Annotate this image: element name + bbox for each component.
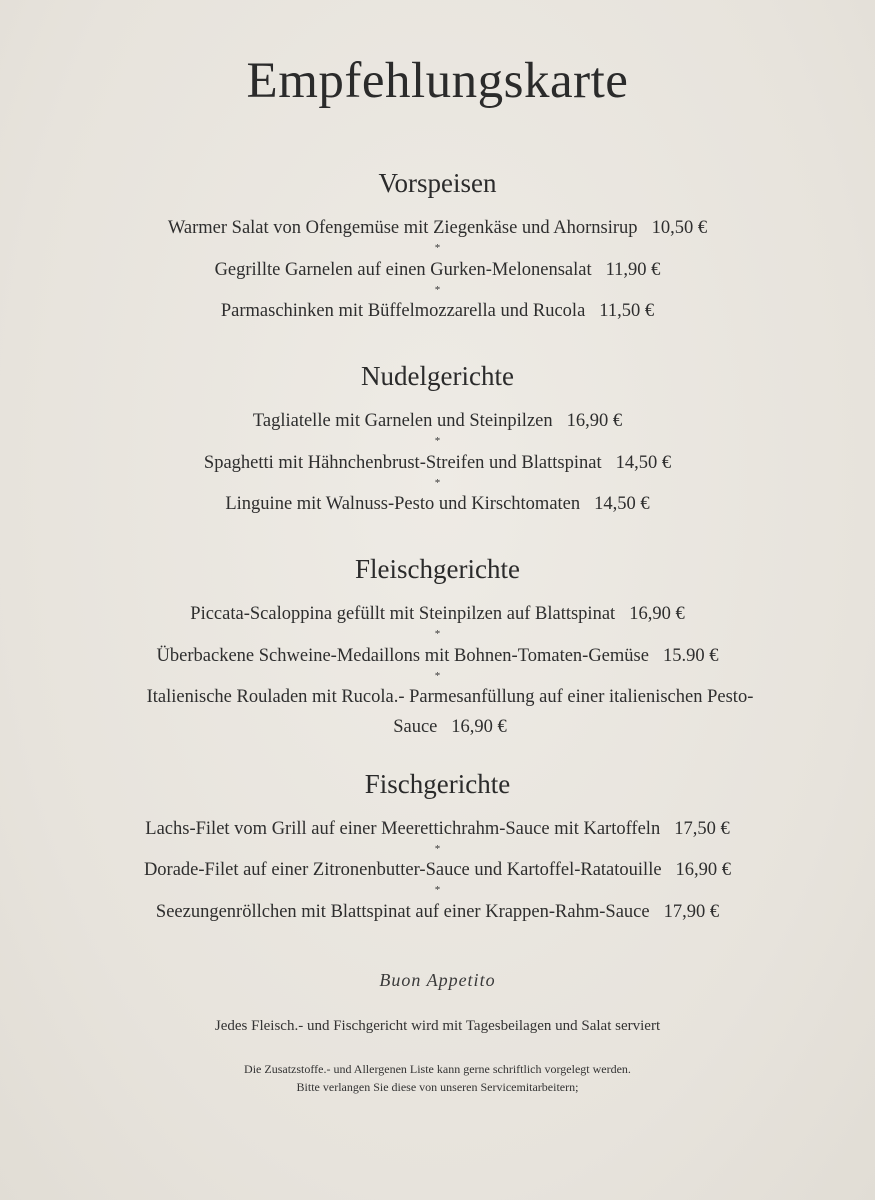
section-heading-vorspeisen: Vorspeisen — [378, 168, 497, 198]
menu-item-name: Dorade-Filet auf einer Zitronenbutter-Sauce und Kartoffel-Ratatouille — [143, 860, 662, 880]
menu-item — [0, 261, 875, 280]
menu-item — [0, 861, 875, 880]
menu-item-name: Italienische Rouladen mit Rucola.- Parmesanfüllung auf einer italienischen Pesto-Sauce — [146, 687, 754, 737]
menu-item-name: Überbackene Schweine-Medaillons mit Bohnen-Tomaten-Gemüse — [156, 646, 649, 666]
separator: * — [434, 884, 441, 896]
menu-item-name: Parmaschinken mit Büffelmozzarella und Rucola — [220, 301, 586, 321]
menu-item-price: 11,90 € — [605, 260, 661, 280]
menu-item-price: 11,50 € — [599, 301, 655, 321]
menu-item-name: Seezungenröllchen mit Blattspinat auf einer Krappen-Rahm-Sauce — [155, 902, 650, 922]
menu-item-price: 16,90 € — [675, 860, 732, 880]
allergen-note-line-2: Bitte verlangen Sie diese von unseren Servicemitarbeitern; — [296, 1080, 579, 1094]
menu-item — [0, 820, 875, 839]
menu-item — [0, 412, 875, 431]
menu-item-name: Linguine mit Walnuss-Pesto und Kirschtomaten — [225, 494, 581, 514]
separator: * — [434, 477, 441, 489]
menu-item-price: 10,50 € — [651, 218, 708, 238]
menu-item — [0, 495, 875, 514]
menu-item — [0, 647, 875, 666]
separator: * — [434, 628, 441, 640]
menu-item-name: Lachs-Filet vom Grill auf einer Meerettichrahm-Sauce mit Kartoffeln — [145, 819, 661, 839]
menu-item-name: Spaghetti mit Hähnchenbrust-Streifen und Blattspinat — [203, 453, 602, 473]
menu-item — [0, 605, 875, 624]
menu-item — [0, 903, 875, 922]
allergen-note-line-1: Die Zusatzstoffe.- und Allergenen Liste kann gerne schriftlich vorgelegt werden. — [244, 1062, 631, 1076]
menu-item-price: 16,90 € — [629, 604, 685, 624]
menu-item-price: 16,90 € — [451, 717, 507, 737]
menu-item-name: Tagliatelle mit Garnelen und Steinpilzen — [252, 411, 553, 431]
menu-item-price: 17,50 € — [674, 819, 730, 839]
separator: * — [434, 435, 441, 447]
menu-item — [0, 219, 875, 238]
separator: * — [434, 284, 441, 296]
section-heading-nudelgerichte: Nudelgerichte — [361, 361, 514, 391]
separator: * — [434, 670, 441, 682]
menu-item — [0, 454, 875, 473]
separator: * — [434, 242, 441, 254]
section-heading-fischgerichte: Fischgerichte — [364, 769, 511, 799]
menu-item-name: Gegrillte Garnelen auf einen Gurken-Melonensalat — [214, 260, 592, 280]
separator: * — [434, 843, 441, 855]
menu-item-name: Piccata-Scaloppina gefüllt mit Steinpilzen auf Blattspinat — [190, 604, 616, 624]
menu-item-price: 15.90 € — [662, 646, 719, 666]
menu-item-price: 14,50 € — [594, 494, 650, 514]
menu-item-price: 16,90 € — [566, 411, 623, 431]
page-title: Empfehlungskarte — [246, 53, 629, 109]
menu-item-price: 14,50 € — [615, 453, 672, 473]
side-dish-note: Jedes Fleisch.- und Fischgericht wird mit Tagesbeilagen und Salat serviert — [214, 1018, 661, 1034]
closing-script: Buon Appetito — [379, 970, 496, 990]
menu-item-name: Warmer Salat von Ofengemüse mit Ziegenkäse und Ahornsirup — [167, 218, 638, 238]
menu-item-wrapped — [100, 682, 800, 742]
menu-item-price: 17,90 € — [663, 902, 720, 922]
section-heading-fleischgerichte: Fleischgerichte — [355, 554, 520, 584]
menu-item — [0, 302, 875, 321]
